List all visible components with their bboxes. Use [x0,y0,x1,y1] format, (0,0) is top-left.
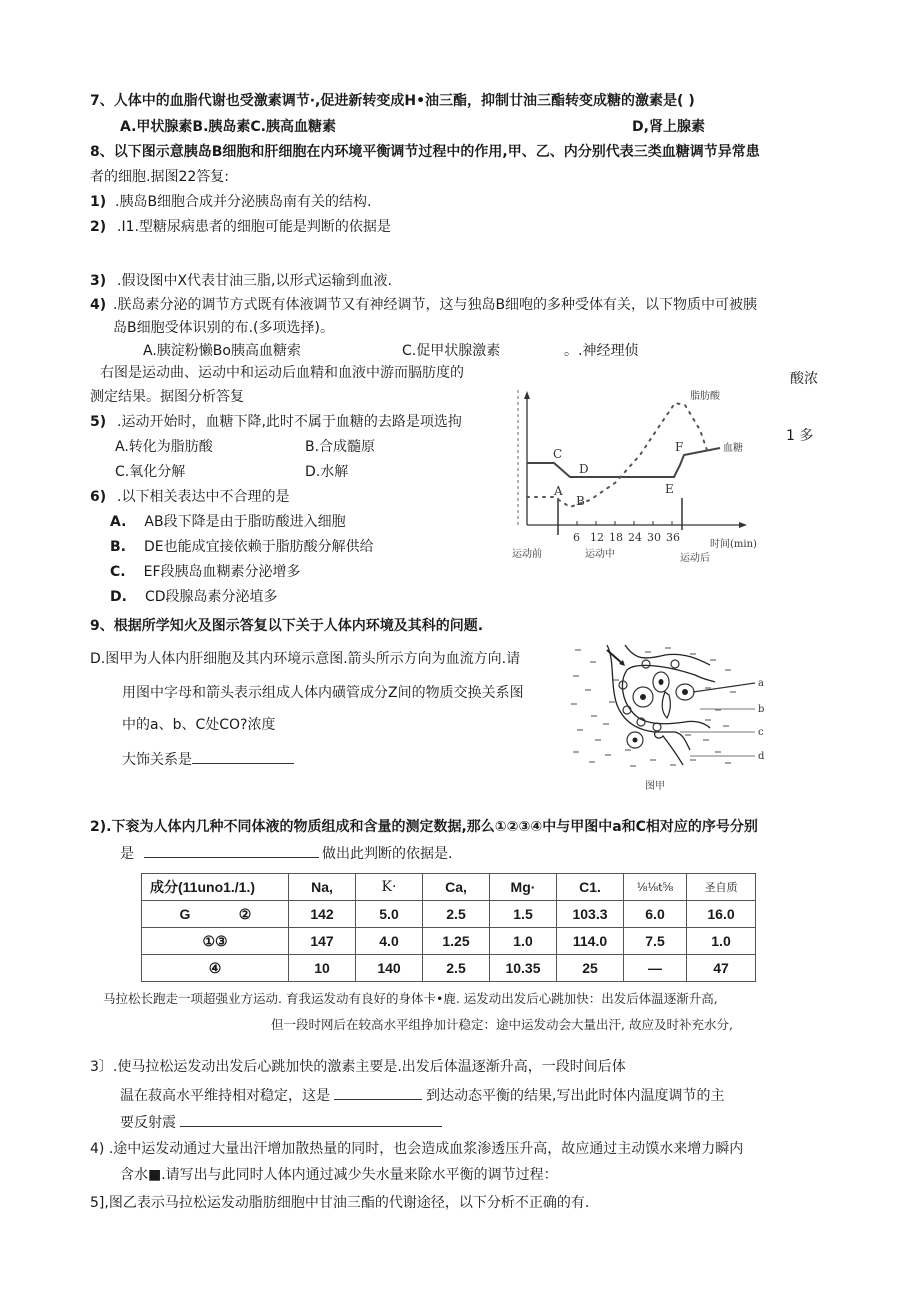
point-label-e: E [665,482,674,496]
table-header: Na, [289,874,356,901]
q8-sub5-option-d: D.水解 [305,464,349,480]
figure-label-d: d [758,751,765,762]
q8-sub6-option-d: D. CD段腺岛素分泌埴多 [110,589,278,605]
legend-blood-sugar: 血糖 [723,443,743,454]
table-cell: 5.0 [356,901,423,928]
liver-cell-figure [565,640,775,795]
q7-option-d: D,肾上腺素 [632,119,705,135]
table-cell: 7.5 [624,928,687,955]
phase-before: 运动前 [512,549,542,560]
q8-sub6-option-a: A. AB段下降是由于脂昉酸进入细胞 [110,514,346,530]
phase-after: 运动后 [680,553,710,564]
q9-p4-line1: 4) .途中运发动通过大量出汗增加散热量的同时，也会造成血浆渗透压升高，故应通过主动馍水来增力瞬内 [90,1141,744,1157]
answer-blank[interactable] [144,843,319,858]
svg-text:12: 12 [590,531,604,544]
table-cell: 6.0 [624,901,687,928]
figure-caption: 图甲 [645,781,665,792]
q7-options-abc: A.甲状腺素B.胰岛素C.胰高血糖素 [120,119,336,135]
q9-p5: 5],图乙表示马拉松运发动脂肪细胞中甘油三酯的代谢途径，以下分析不正确的有. [90,1195,590,1211]
q8-sub4-line2: 岛B细胞受体识别的布.(多项选择)。 [113,320,334,336]
table-cell: 1.0 [687,928,756,955]
table-cell: 142 [289,901,356,928]
table-cell: 25 [557,955,624,982]
table-cell: 47 [687,955,756,982]
body-fluid-table [141,873,756,982]
chart-intro-line2: 测定结果。据图分析答复 [90,389,244,405]
table-cell: 1.25 [423,928,490,955]
table-cell: 147 [289,928,356,955]
point-label-c: C [553,447,563,461]
q9-p1-line4: 大饰关系是 [122,749,294,769]
svg-text:6: 6 [573,531,580,544]
figure-label-c: c [758,727,764,738]
q8-sub4-option-ab: A.胰淀粉懒Bo胰高血糖索 [143,343,301,359]
point-label-b: B [576,494,585,508]
table-cell: 10 [289,955,356,982]
marathon-passage-line2: 但一段时网后在较高水平组挣加计稳定：途中运发动会大量出汗, 故应及时补充水分, [271,1017,733,1032]
q8-sub4-number: 4) [90,297,107,313]
q8-sub3: .假设图中X代表甘油三脂,以形式运输到血液. [117,273,392,289]
table-cell: 2.5 [423,901,490,928]
q8-sub5-option-a: A.转化为脂肪酸 [115,439,213,455]
table-row [142,901,756,928]
table-cell: 103.3 [557,901,624,928]
q8-sub6: .以下相关表达中不合理的是 [117,489,290,505]
q8-sub5-option-b: B.合成髓原 [305,439,376,455]
table-cell: 114.0 [557,928,624,955]
q8-sub4-option-d: 。.神经理侦 [564,343,639,359]
answer-blank[interactable] [192,749,294,764]
q9-p2-line2: 是 做出此判断的依据是. [120,843,452,863]
figure-label-a: a [758,678,764,689]
q9-title: 9、根据所学知火及图示答复以下关于人体内环境及其科的问题. [90,618,484,634]
table-header: 成分(11uno1./1.) [142,874,289,901]
marathon-passage-line1: 马拉松长跑走一项超强业方运动. 育我运发动有良好的身体卡•鹿. 运发动出发后心跳加快：出发后体温逐渐升高, [103,991,718,1006]
table-row-label: G ② [142,901,289,928]
side-text-2: 1 多 [786,428,814,444]
q9-p3-line3: 要反射震 [120,1112,442,1132]
svg-text:18: 18 [609,531,623,544]
table-header: 圣自质 [687,874,756,901]
phase-during: 运动中 [585,549,615,560]
q8-sub2-number: 2) [90,219,107,235]
q9-p4-line2: 含水■.请写出与此同时人体内通过减少失水量来除水平衡的调节过程： [120,1167,558,1183]
table-row-label: ①③ [142,928,289,955]
q8-sub5: .运动开始时，血糖下降,此时不属于血糖的去路是项选拘 [117,414,462,430]
table-header: ⅛⅛t⅝ [624,874,687,901]
q9-p1-line1: D.图甲为人体内肝细胞及其内环境示意图.箭头所示方向为血流方向.请 [90,651,521,667]
q8-sub4-line1: .朕岛素分泌的调节方式既有体液调节又有神经调节，这与独岛B细咆的多种受体有关，以下物质中可被胰 [113,297,758,313]
table-header: Ca, [423,874,490,901]
q7-stem: 7、人体中的血脂代谢也受激素调节·,促进新转变成H•油三酯，抑制廿油三酯转变成糖的激素是( ) [90,93,695,109]
q8-stem-line2: 者的细胞.据图22答复: [90,169,229,185]
point-label-f: F [675,440,684,454]
table-row-label: ④ [142,955,289,982]
q8-sub5-number: 5) [90,414,107,430]
point-label-d: D [579,462,589,476]
table-cell: 1.0 [490,928,557,955]
q9-p1-line2: 用图中字母和箭头表示组成人体内磺管成分Z间的物质交换关系图 [122,685,524,701]
table-header: Mg· [490,874,557,901]
svg-text:36: 36 [666,531,680,544]
table-cell: 1.5 [490,901,557,928]
table-cell: 2.5 [423,955,490,982]
chart-intro-line1: 右图是运动曲、运动中和运动后血精和血液中游而膈肪度的 [100,365,464,381]
figure-label-b: b [758,704,765,715]
svg-text:30: 30 [647,531,661,544]
table-cell: — [624,955,687,982]
table-cell: 140 [356,955,423,982]
svg-text:24: 24 [628,531,642,544]
point-label-a: A [554,484,563,498]
x-axis-label: 时间(min) [710,539,757,550]
table-cell: 4.0 [356,928,423,955]
table-cell: 10.35 [490,955,557,982]
q8-sub6-number: 6) [90,489,107,505]
q8-stem-line1: 8、以下图示意胰岛B细胞和肝细胞在内环境平衡调节过程中的作用,甲、乙、内分别代表三类血糖调节异常患 [90,144,760,160]
q9-p3-line2: 温在菽高水平维持相对稳定，这是 到达动态平衡的结果,写出此时体内温度调节的主 [120,1085,724,1105]
q9-p2-line1: 2).下衮为人体内几种不同体液的物质组成和含量的测定数据,那么①②③④中与甲图中a和C相对应的序号分别 [90,819,758,835]
q8-sub1-number: 1) [90,194,107,210]
q8-sub2: .I1.型糖尿病患者的细胞可能是判断的依据是 [117,219,391,235]
table-row [142,928,756,955]
table-row [142,955,756,982]
q8-sub6-option-b: B. DE也能成宜接依赖于脂肪酸分解供给 [110,539,374,555]
table-header: K· [356,874,423,901]
table-cell: 16.0 [687,901,756,928]
answer-blank[interactable] [180,1112,442,1127]
q8-sub6-option-c: C. EF段胰岛血糊素分泌增多 [110,564,301,580]
exercise-blood-chart [510,385,775,565]
table-header-row [142,874,756,901]
q8-sub5-option-c: C.氧化分解 [115,464,186,480]
q9-p3-line1: 3〕.使马拉松运发动出发后心跳加快的激素主要是.出发后体温逐渐升高，一段时间后体 [90,1059,626,1075]
q8-sub3-number: 3) [90,273,107,289]
answer-blank[interactable] [334,1085,422,1100]
q8-sub4-option-c: C.促甲状腺激素 [402,343,501,359]
q9-p1-line3: 中的a、b、C处CO?浓度 [122,717,276,733]
legend-fatty-acid: 脂肪酸 [690,391,720,402]
side-text-1: 酸浓 [790,371,818,387]
q8-sub1: .胰岛B细胞合成并分泌胰岛南有关的结构. [115,194,372,210]
table-header: C1. [557,874,624,901]
